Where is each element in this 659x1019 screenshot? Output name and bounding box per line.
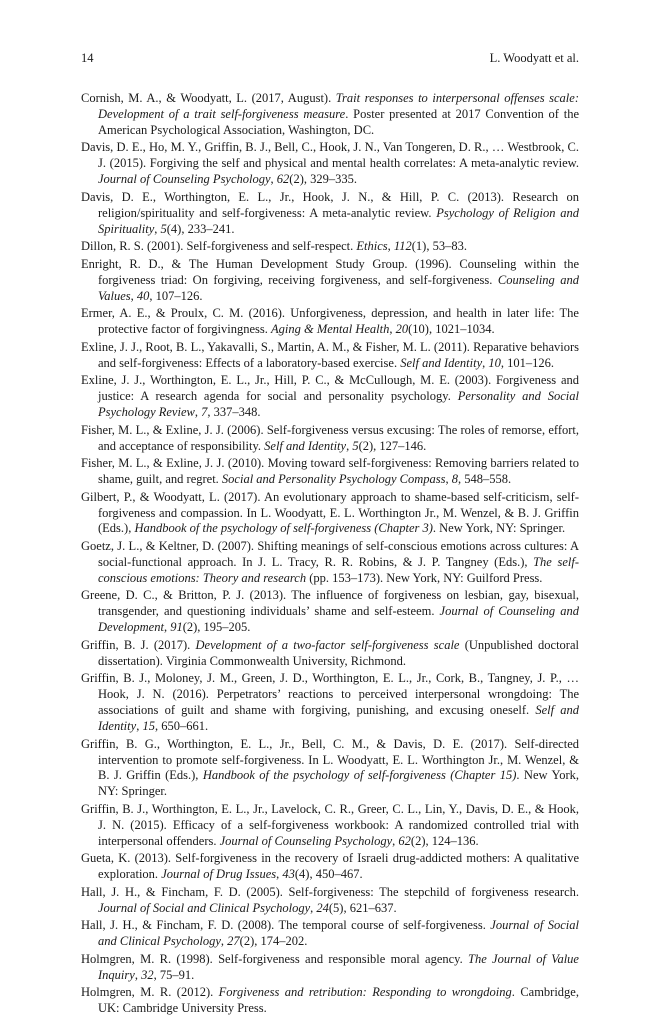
reference-entry	[81, 423, 579, 455]
reference-text: (pp. 153–173). New York, NY: Guilford Press.	[306, 570, 543, 585]
reference-text: Griffin, B. J. (2017).	[81, 637, 196, 652]
reference-text: Griffin, B. J., Worthington, E. L., Jr., Lavelock, C. R., Greer, C. L., Lin, Y., Davis, D. E., & Hook, J. N. (2015). Efficacy of a self-forgiveness workbook: A randomized controlled trial with interpersonal offenders.	[81, 801, 579, 848]
reference-text: , 650–661.	[154, 719, 209, 734]
reference-italic-text: 7	[201, 405, 208, 420]
reference-italic-text: 112	[393, 239, 412, 254]
reference-entry	[81, 306, 579, 338]
reference-italic-text: Journal of Social and Clinical Psychology	[98, 900, 311, 915]
reference-text: ,	[310, 900, 317, 915]
reference-entry	[81, 340, 579, 372]
reference-text: (5), 621–637.	[328, 900, 397, 915]
reference-italic-text: 10	[488, 355, 501, 370]
reference-text: ,	[136, 719, 143, 734]
reference-text: Greene, D. C., & Britton, P. J. (2013). The influence of forgiveness on lesbian, gay, bisexual, transgender, and questioning individuals’ shame and self-esteem.	[81, 588, 579, 619]
reference-italic-text: Journal of Counseling and Development	[98, 604, 579, 635]
reference-text: , 107–126.	[149, 288, 203, 303]
reference-text: Davis, D. E., Ho, M. Y., Griffin, B. J., Bell, C., Hook, J. N., Van Tongeren, D. R., … Westbrook, C. J. (2015). Forgiving the self and physical and mental health correlates: A meta-analytic review.	[81, 140, 579, 171]
reference-text: Fisher, M. L., & Exline, J. J. (2010). Moving toward self-forgiveness: Removing barriers related to shame, guilt, and regret.	[81, 456, 579, 487]
reference-text: ,	[163, 620, 171, 635]
reference-text: Griffin, B. G., Worthington, E. L., Jr., Bell, C. M., & Davis, D. E. (2017). Self-directed intervention to promote self-forgiveness. In L. Woodyatt, E. L. Worthington Jr., M. Wenzel, & B. J. Griffin (Eds.),	[81, 736, 579, 783]
reference-text: Enright, R. D., & The Human Development Study Group. (1996). Counseling within the forgiveness triad: On forgiving, receiving forgiveness, and self-forgiveness.	[81, 256, 579, 287]
reference-text: Dillon, R. S. (2001). Self-forgiveness and self-respect.	[81, 239, 357, 254]
reference-entry	[81, 985, 579, 1017]
reference-text: Davis, D. E., Worthington, E. L., Jr., Hook, J. N., & Hill, P. C. (2013). Research on religion/spirituality and self-forgiveness: A meta-analytic review.	[81, 189, 579, 220]
page-number: 14	[81, 51, 94, 65]
reference-text: (2), 124–136.	[410, 833, 479, 848]
reference-italic-text: Social and Personality Psychology Compass	[221, 472, 446, 487]
reference-text: ,	[134, 967, 142, 982]
running-head: L. Woodyatt et al.	[489, 51, 579, 65]
reference-italic-text: Handbook of the psychology of self-forgiveness (Chapter 3)	[134, 521, 433, 536]
reference-text: ,	[482, 355, 489, 370]
reference-italic-text: Self and Identity	[264, 438, 347, 453]
reference-entry	[81, 737, 579, 801]
reference-italic-text: Personality and Social Psychology Review	[98, 389, 580, 420]
reference-text: Holmgren, M. R. (2012).	[81, 985, 219, 1000]
reference-entry	[81, 190, 579, 238]
reference-italic-text: 43	[282, 867, 295, 882]
reference-italic-text: 62	[398, 833, 411, 848]
reference-italic-text: Journal of Counseling Psychology	[219, 833, 393, 848]
reference-text: (2), 329–335.	[289, 172, 357, 187]
reference-text: ,	[387, 239, 394, 254]
running-header	[81, 50, 579, 66]
reference-italic-text: Journal of Counseling Psychology	[98, 172, 271, 187]
reference-italic-text: Trait responses to interpersonal offenses scale: Development of a trait self-forgiveness measure	[98, 91, 579, 121]
reference-italic-text: Development of a two-factor self-forgiveness scale	[195, 637, 460, 652]
reference-entry	[81, 140, 579, 188]
reference-text: Holmgren, M. R. (1998). Self-forgiveness and responsible moral agency.	[81, 951, 469, 966]
reference-italic-text: 91	[170, 620, 183, 635]
reference-italic-text: 20	[395, 322, 409, 337]
reference-text: . New York, NY: Springer.	[98, 768, 580, 799]
reference-text: ,	[270, 172, 277, 187]
reference-text: , 75–91.	[153, 967, 195, 982]
reference-text: Griffin, B. J., Moloney, J. M., Green, J. D., Worthington, E. L., Jr., Cork, B., Tangney, J. P., … Hook, J. N. (2016). Perpetrators’ reactions to perceived interpersonal wrongdoing: The associations of guilt and shame with forgiving, punishing, and excusing oneself.	[81, 671, 579, 718]
reference-italic-text: Self and Identity	[400, 355, 483, 370]
reference-italic-text: 5	[352, 438, 359, 453]
reference-italic-text: 40	[136, 288, 150, 303]
reference-text: ,	[346, 438, 353, 453]
reference-italic-text: 15	[142, 719, 155, 734]
reference-entry	[81, 257, 579, 305]
reference-text: ,	[154, 221, 161, 236]
reference-italic-text: Counseling and Values	[98, 272, 580, 303]
reference-text: Exline, J. J., Root, B. L., Yakavalli, S., Martin, A. M., & Fisher, M. L. (2011). Reparative behaviors and self-forgiveness: Effects of a laboratory-based exercise.	[81, 339, 579, 370]
reference-text: Hall, J. H., & Fincham, F. D. (2008). The temporal course of self-forgiveness.	[81, 918, 491, 933]
reference-entry	[81, 456, 579, 488]
reference-italic-text: The Journal of Value Inquiry	[98, 951, 579, 982]
reference-text: ,	[220, 934, 228, 949]
reference-italic-text: The self-conscious emotions: Theory and research	[98, 554, 579, 585]
reference-text: Exline, J. J., Worthington, E. L., Jr., Hill, P. C., & McCullough, M. E. (2003). Forgiveness and justice: A research agenda for social and personality psychology.	[81, 373, 579, 404]
reference-entry	[81, 638, 579, 670]
reference-text: ,	[392, 833, 399, 848]
reference-text: Fisher, M. L., & Exline, J. J. (2006). Self-forgiveness versus excusing: The roles of remorse, effort, and acceptance of responsibility.	[81, 422, 579, 453]
reference-text: Ermer, A. E., & Proulx, C. M. (2016). Unforgiveness, depression, and health in later life: The protective factor of forgivingness.	[81, 306, 579, 337]
reference-text: . Poster presented at 2017 Convention of the American Psychological Association, Washington, DC.	[98, 106, 579, 137]
reference-entry	[81, 802, 579, 850]
reference-text: ,	[194, 405, 202, 420]
reference-italic-text: Psychology of Religion and Spirituality	[98, 205, 579, 236]
reference-text: (Unpublished doctoral dissertation). Virginia Commonwealth University, Richmond.	[98, 637, 579, 668]
reference-text: . Cambridge, UK: Cambridge University Press.	[98, 985, 579, 1016]
reference-text: , 337–348.	[207, 405, 261, 420]
reference-text: (2), 127–146.	[358, 438, 427, 453]
reference-entry	[81, 239, 579, 255]
reference-text: (1), 53–83.	[411, 239, 467, 254]
reference-text: Gilbert, P., & Woodyatt, L. (2017). An evolutionary approach to shame-based self-criticism, self-forgiveness and compassion. In L. Woodyatt, E. L. Worthington Jr., M. Wenzel, & B. J. Griffin (Eds.),	[81, 489, 579, 536]
reference-text: (2), 195–205.	[182, 620, 251, 635]
reference-entry	[81, 952, 579, 984]
reference-italic-text: 62	[276, 172, 290, 187]
reference-entry	[81, 918, 579, 950]
reference-text: . New York, NY: Springer.	[432, 521, 566, 536]
reference-text: (4), 450–467.	[294, 867, 363, 882]
reference-text: ,	[130, 288, 137, 303]
reference-italic-text: 27	[227, 934, 240, 949]
reference-text: , 548–558.	[458, 472, 512, 487]
reference-italic-text: 8	[451, 472, 459, 487]
reference-italic-text: Journal of Social and Clinical Psychology	[98, 918, 579, 949]
reference-text: Hall, J. H., & Fincham, F. D. (2005). Self-forgiveness: The stepchild of forgiveness research.	[81, 884, 579, 899]
reference-text: Cornish, M. A., & Woodyatt, L. (2017, August).	[81, 91, 336, 105]
reference-entry	[81, 539, 579, 587]
reference-italic-text: Journal of Drug Issues	[161, 867, 277, 882]
reference-entry	[81, 671, 579, 735]
reference-italic-text: Ethics	[356, 239, 388, 254]
reference-italic-text: 32	[141, 967, 154, 982]
reference-text: Gueta, K. (2013). Self-forgiveness in the recovery of Israeli drug-addicted mothers: A qualitative exploration.	[81, 851, 579, 882]
reference-text: ,	[389, 322, 396, 337]
reference-text: ,	[276, 867, 283, 882]
reference-text: , 101–126.	[500, 355, 554, 370]
reference-text: (10), 1021–1034.	[408, 322, 495, 337]
reference-text: ,	[445, 472, 452, 487]
reference-italic-text: Aging & Mental Health	[270, 322, 390, 337]
reference-entry	[81, 490, 579, 538]
reference-entry	[81, 373, 579, 421]
reference-entry	[81, 91, 579, 139]
reference-italic-text: 24	[316, 900, 329, 915]
reference-entry	[81, 588, 579, 636]
reference-italic-text: 5	[160, 221, 167, 236]
reference-text: (4), 233–241.	[166, 221, 235, 236]
reference-italic-text: Self and Identity	[98, 703, 579, 734]
reference-entry	[81, 851, 579, 883]
reference-text: (2), 174–202.	[239, 934, 308, 949]
reference-entry	[81, 885, 579, 917]
reference-text: Goetz, J. L., & Keltner, D. (2007). Shifting meanings of self-conscious emotions across cultures: A social-functional approach. In J. L. Tracy, R. R. Robins, & J. P. Tangney (Eds.),	[81, 539, 579, 569]
reference-italic-text: Forgiveness and retribution: Responding to wrongdoing	[218, 985, 512, 1000]
reference-italic-text: Handbook of the psychology of self-forgiveness (Chapter 15)	[202, 768, 517, 783]
reference-list	[81, 91, 579, 1019]
